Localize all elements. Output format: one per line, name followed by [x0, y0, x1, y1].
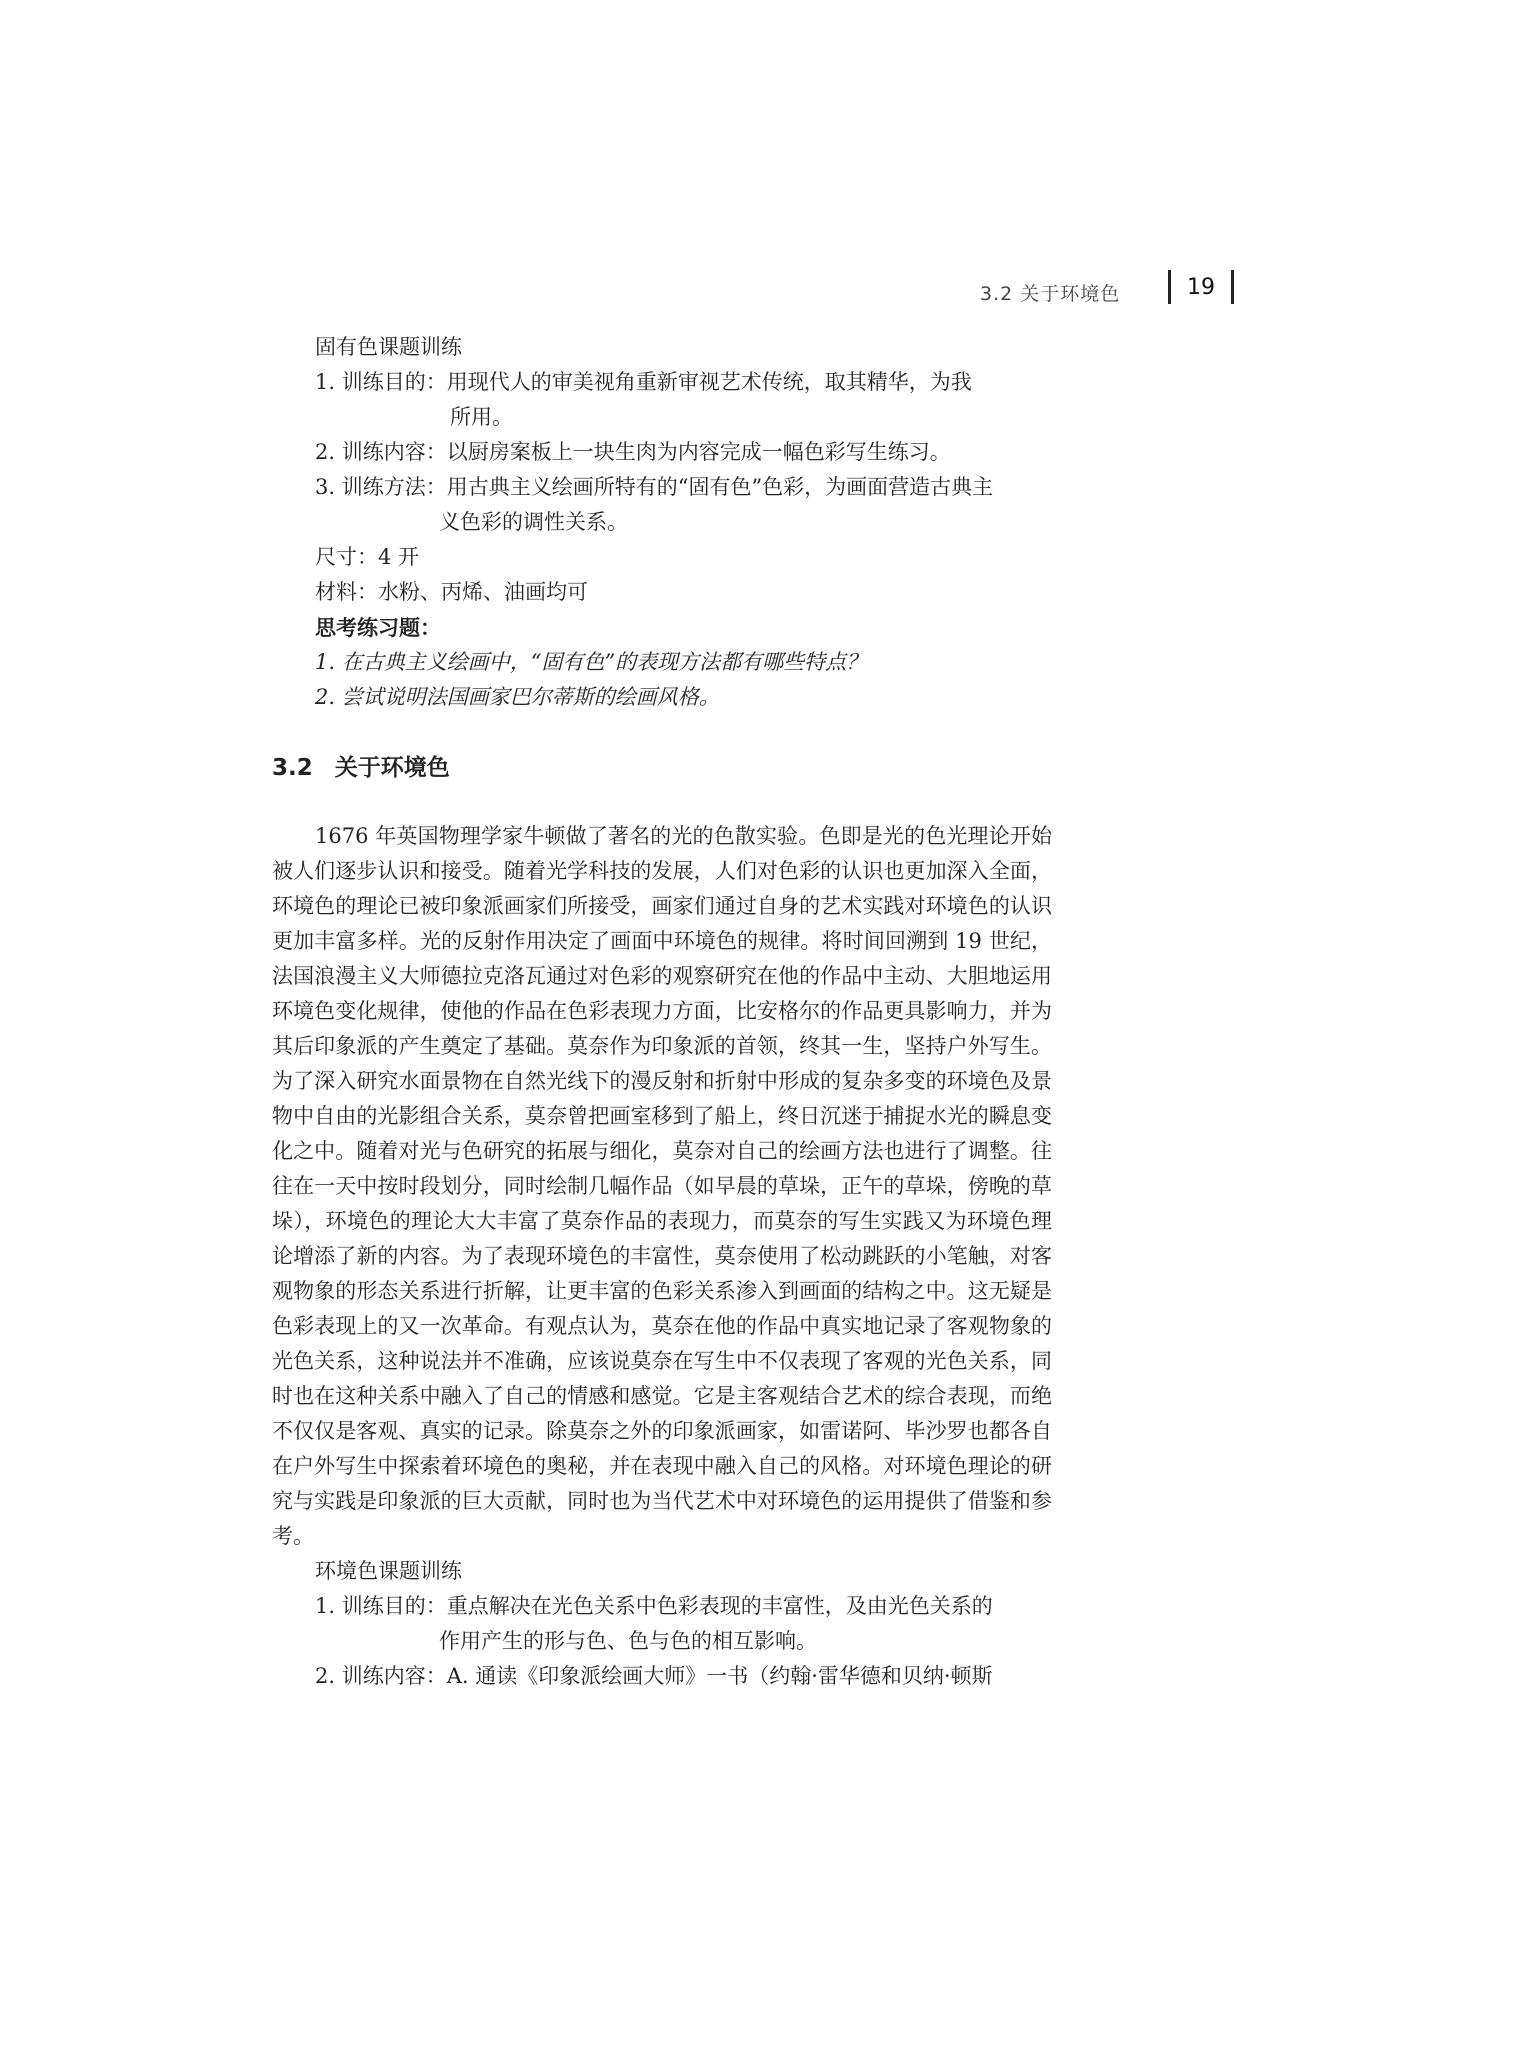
- body-paragraph: 1676 年英国物理学家牛顿做了著名的光的色散实验。色即是光的色光理论开始被人们逐步认识和接受。随着光学科技的发展，人们对色彩的认识也更加深入全面，环境色的理论已被印象派画家们所接受，画家们通过自身的艺术实践对环境色的认识更加丰富多样。光的反射作用决定了画面中环境色的规律。将时间回溯到 19 世纪，法国浪漫主义大师德拉克洛瓦通过对色彩的观察研究在他的作品中主动、大胆地运用环境色变化规律，使他的作品在色彩表现力方面，比安格尔的作品更具影响力，并为其后印象派的产生奠定了基础。莫奈作为印象派的首领，终其一生，坚持户外写生。为了深入研究水面景物在自然光线下的漫反射和折射中形成的复杂多变的环境色及景物中自由的光影组合关系，莫奈曾把画室移到了船上，终日沉迷于捕捉水光的瞬息变化之中。随着对光与色研究的拓展与细化，莫奈对自己的绘画方法也进行了调整。往往在一天中按时段划分，同时绘制几幅作品（如早晨的草垛，正午的草垛，傍晚的草垛），环境色的理论大大丰富了莫奈作品的表现力，而莫奈的写生实践又为环境色理论增添了新的内容。为了表现环境色的丰富性，莫奈使用了松动跳跃的小笔触，对客观物象的形态关系进行折解，让更丰富的色彩关系渗入到画面的结构之中。这无疑是色彩表现上的又一次革命。有观点认为，莫奈在他的作品中真实地记录了客观物象的光色关系，这种说法并不准确，应该说莫奈在写生中不仅表现了客观的光色关系，同时也在这种关系中融入了自己的情感和感觉。它是主客观结合艺术的综合表现，而绝不仅仅是客观、真实的记录。除莫奈之外的印象派画家，如雷诺阿、毕沙罗也都各自在户外写生中探索着环境色的奥秘，并在表现中融入自己的风格。对环境色理论的研究与实践是印象派的巨大贡献，同时也为当代艺术中对环境色的运用提供了借鉴和参考。: [272, 824, 1052, 1548]
- exercise-title: 思考练习题：: [315, 615, 441, 640]
- running-header: 3.2 关于环境色: [980, 283, 1121, 305]
- training-item-2: 2. 训练内容：以厨房案板上一块生肉为内容完成一幅色彩写生练习。: [315, 440, 951, 464]
- env-training-item-1-continuation: 作用产生的形与色、色与色的相互影响。: [439, 1629, 817, 1653]
- section-heading: [272, 751, 1052, 791]
- page-number: 19: [1187, 274, 1215, 300]
- training-item-1-continuation: 所用。: [450, 405, 513, 429]
- training-item-1-label: 1. 训练目的：: [315, 370, 447, 394]
- training-item-1: [272, 365, 1052, 400]
- env-training-item-2: 2. 训练内容：A. 通读《印象派绘画大师》一书（约翰·雷华德和贝纳·顿斯: [315, 1664, 993, 1688]
- page-number-right-bar: [1231, 270, 1234, 304]
- section-title: 关于环境色: [334, 755, 450, 781]
- env-training-item-1: 1. 训练目的：重点解决在光色关系中色彩表现的丰富性，及由光色关系的: [315, 1594, 993, 1618]
- training-title-local-color: 固有色课题训练: [315, 335, 462, 359]
- size-spec: 尺寸：4 开: [315, 545, 420, 569]
- training-item-1-text: 用现代人的审美视角重新审视艺术传统，取其精华，为我: [446, 370, 972, 394]
- page-content: [272, 330, 1052, 1694]
- materials-spec: 材料：水粉、丙烯、油画均可: [315, 580, 588, 604]
- training-title-environment-color: 环境色课题训练: [315, 1559, 462, 1583]
- exercise-question-2: 2. 尝试说明法国画家巴尔蒂斯的绘画风格。: [315, 685, 720, 709]
- section-number: 3.2: [272, 755, 313, 781]
- training-item-3-continuation: 义色彩的调性关系。: [439, 510, 628, 534]
- training-item-3: 3. 训练方法：用古典主义绘画所特有的“固有色”色彩，为画面营造古典主: [315, 475, 994, 499]
- exercise-question-1: 1. 在古典主义绘画中，“固有色”的表现方法都有哪些特点？: [315, 650, 868, 674]
- page-number-block: [1168, 268, 1234, 306]
